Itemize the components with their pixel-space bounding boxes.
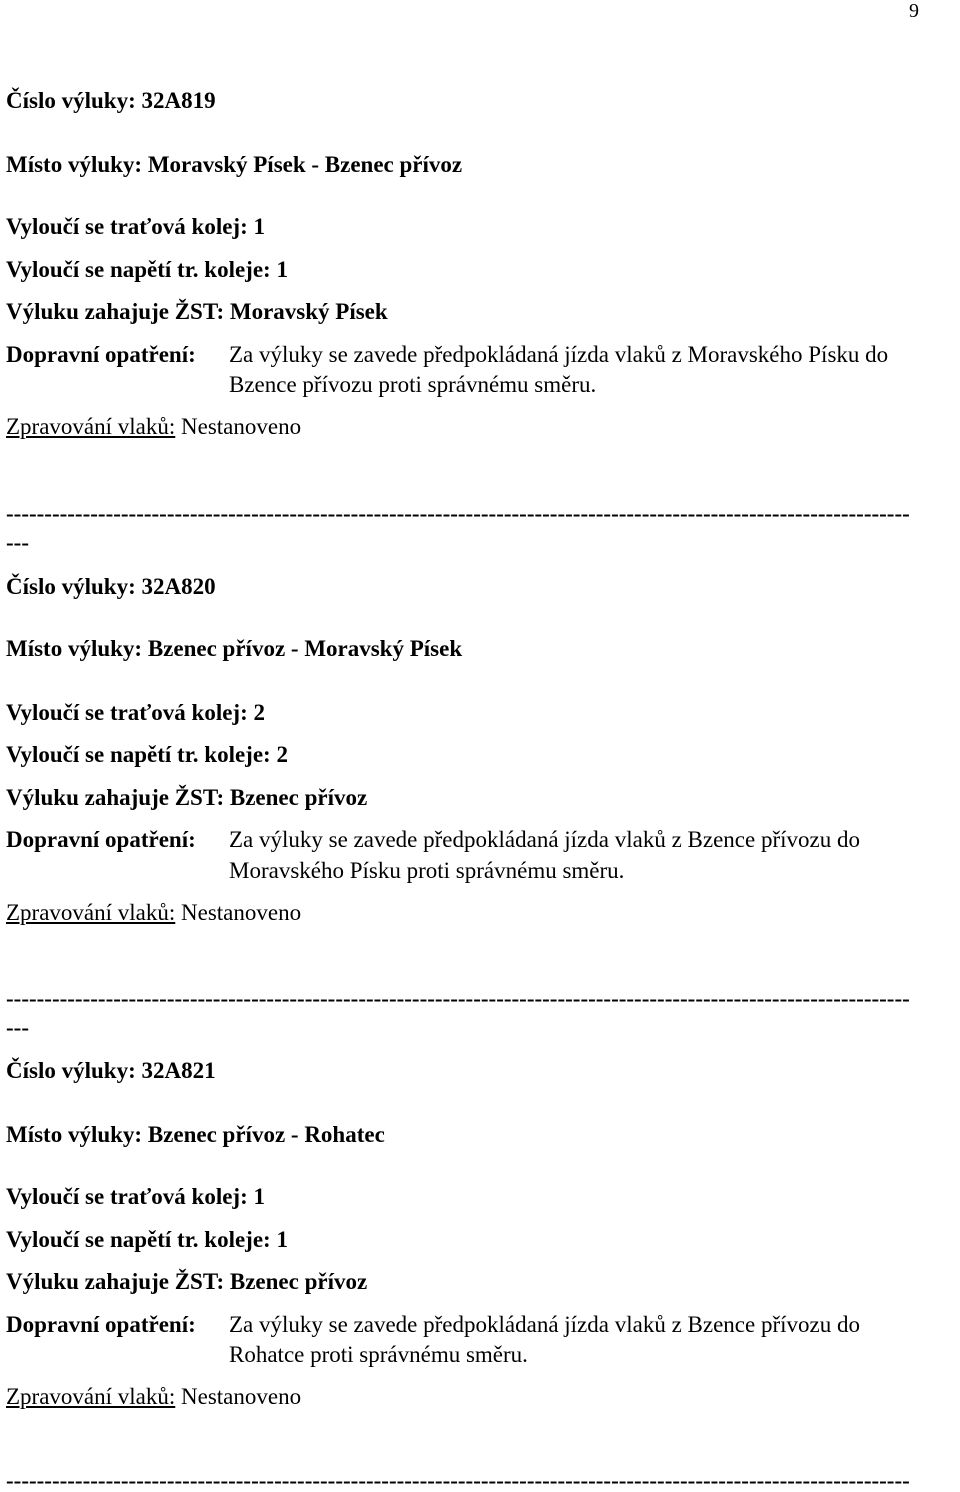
closed-track: Vyloučí se traťová kolej: 1 xyxy=(6,1184,265,1209)
train-notification-value: Nestanoveno xyxy=(181,1384,302,1409)
starting-station: Výluku zahajuje ŽST: Bzenec přívoz xyxy=(6,1269,368,1294)
traffic-measures-label: Dopravní opatření: xyxy=(6,827,196,852)
closed-track: Vyloučí se traťová kolej: 2 xyxy=(6,700,265,725)
closed-voltage: Vyloučí se napětí tr. koleje: 1 xyxy=(6,1227,288,1252)
train-notification xyxy=(6,414,301,440)
separator-line: ---------------------------------------------------------------------------------------------------------------------- xyxy=(6,1470,910,1492)
traffic-measures-text: Za výluky se zavede předpokládaná jízda vlaků z Moravského Písku do xyxy=(229,342,889,367)
closed-voltage: Vyloučí se napětí tr. koleje: 2 xyxy=(6,742,288,767)
closed-track: Vyloučí se traťová kolej: 1 xyxy=(6,214,265,239)
separator-tail: --- xyxy=(6,532,29,554)
train-notification-label: Zpravování vlaků: xyxy=(6,414,176,439)
traffic-measures-label: Dopravní opatření: xyxy=(6,1312,196,1337)
traffic-measures-text-cont: Moravského Písku proti správnému směru. xyxy=(229,858,625,883)
closed-voltage: Vyloučí se napětí tr. koleje: 1 xyxy=(6,257,288,282)
closure-location: Místo výluky: Bzenec přívoz - Moravský Písek xyxy=(6,636,463,661)
starting-station: Výluku zahajuje ŽST: Moravský Písek xyxy=(6,299,388,324)
train-notification-label: Zpravování vlaků: xyxy=(6,900,176,925)
traffic-measures-text-cont: Rohatce proti správnému směru. xyxy=(229,1342,528,1367)
separator-line: ---------------------------------------------------------------------------------------------------------------------- xyxy=(6,503,910,525)
separator-line: ---------------------------------------------------------------------------------------------------------------------- xyxy=(6,988,910,1010)
traffic-measures-text-cont: Bzence přívozu proti správnému směru. xyxy=(229,372,597,397)
train-notification-value: Nestanoveno xyxy=(181,900,302,925)
train-notification-value: Nestanoveno xyxy=(181,414,302,439)
traffic-measures-text: Za výluky se zavede předpokládaná jízda vlaků z Bzence přívozu do xyxy=(229,827,860,852)
closure-location: Místo výluky: Moravský Písek - Bzenec přívoz xyxy=(6,152,463,177)
starting-station: Výluku zahajuje ŽST: Bzenec přívoz xyxy=(6,785,368,810)
train-notification xyxy=(6,900,301,926)
train-notification xyxy=(6,1384,301,1410)
traffic-measures-label: Dopravní opatření: xyxy=(6,342,196,367)
page-number: 9 xyxy=(909,0,919,22)
closure-location: Místo výluky: Bzenec přívoz - Rohatec xyxy=(6,1122,385,1147)
closure-number: Číslo výluky: 32A819 xyxy=(6,88,216,113)
closure-number: Číslo výluky: 32A821 xyxy=(6,1058,216,1083)
separator-tail: --- xyxy=(6,1017,29,1039)
traffic-measures-text: Za výluky se zavede předpokládaná jízda vlaků z Bzence přívozu do xyxy=(229,1312,860,1337)
train-notification-label: Zpravování vlaků: xyxy=(6,1384,176,1409)
closure-number: Číslo výluky: 32A820 xyxy=(6,574,216,599)
